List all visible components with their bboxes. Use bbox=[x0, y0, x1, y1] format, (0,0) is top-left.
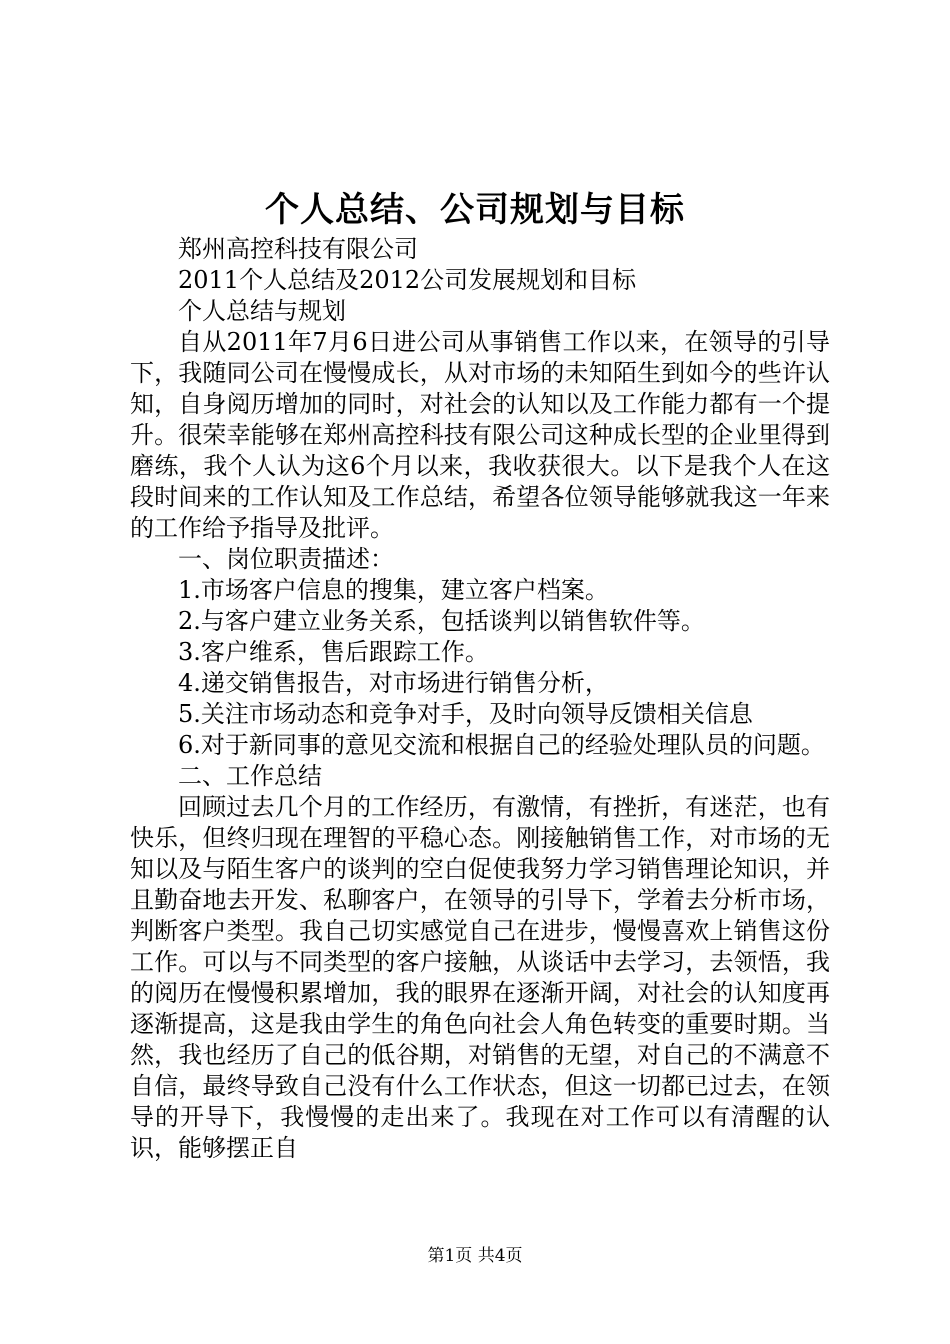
paragraph-intro: 自从2011年7月6日进公司从事销售工作以来，在领导的引导下，我随同公司在慢慢成长，从对市场的未知陌生到如今的些许认知，自身阅历增加的同时，对社会的认知以及工作能力都有一个提升。很荣幸能够在郑州高控科技有限公司这种成长型的企业里得到磨练，我个人认为这6个月以来，我收获很大。以下是我个人在这段时间来的工作认知及工作总结，希望各位领导能够就我这一年来的工作给予指导及批评。 bbox=[130, 328, 830, 542]
list-item: 5.关注市场动态和竞争对手，及时向领导反馈相关信息 bbox=[178, 700, 753, 728]
document-title: 个人总结、公司规划与目标 bbox=[265, 190, 685, 230]
section-heading-duties: 一、岗位职责描述： bbox=[178, 545, 394, 573]
paragraph-subtitle: 2011个人总结及2012公司发展规划和目标 bbox=[178, 266, 637, 294]
paragraph-heading: 个人总结与规划 bbox=[178, 297, 346, 325]
list-item: 4.递交销售报告，对市场进行销售分析， bbox=[178, 669, 609, 697]
list-item: 2.与客户建立业务关系，包括谈判以销售软件等。 bbox=[178, 607, 705, 635]
paragraph-company: 郑州高控科技有限公司 bbox=[178, 235, 418, 263]
paragraph-summary: 回顾过去几个月的工作经历，有激情，有挫折，有迷茫，也有快乐，但终归现在理智的平稳心态。刚接触销售工作，对市场的无知以及与陌生客户的谈判的空白促使我努力学习销售理论知识，并且勤奋地去开发、私聊客户，在领导的引导下，学着去分析市场，判断客户类型。我自己切实感觉自己在进步，慢慢喜欢上销售这份工作。可以与不同类型的客户接触，从谈话中去学习，去领悟，我的阅历在慢慢积累增加，我的眼界在逐渐开阔，对社会的认知度再逐渐提高，这是我由学生的角色向社会人角色转变的重要时期。当然，我也经历了自己的低谷期，对销售的无望，对自己的不满意不自信，最终导致自己没有什么工作状态，但这一切都已过去，在领导的开导下，我慢慢的走出来了。我现在对工作可以有清醒的认识，能够摆正自 bbox=[130, 793, 830, 1162]
list-item: 6.对于新同事的意见交流和根据自己的经验处理队员的问题。 bbox=[178, 731, 825, 759]
section-heading-summary: 二、工作总结 bbox=[178, 762, 322, 790]
list-item: 3.客户维系，售后跟踪工作。 bbox=[178, 638, 489, 666]
list-item: 1.市场客户信息的搜集，建立客户档案。 bbox=[178, 576, 609, 604]
document-body bbox=[130, 234, 830, 1164]
page-footer: 第1页 共4页 bbox=[427, 1246, 523, 1266]
